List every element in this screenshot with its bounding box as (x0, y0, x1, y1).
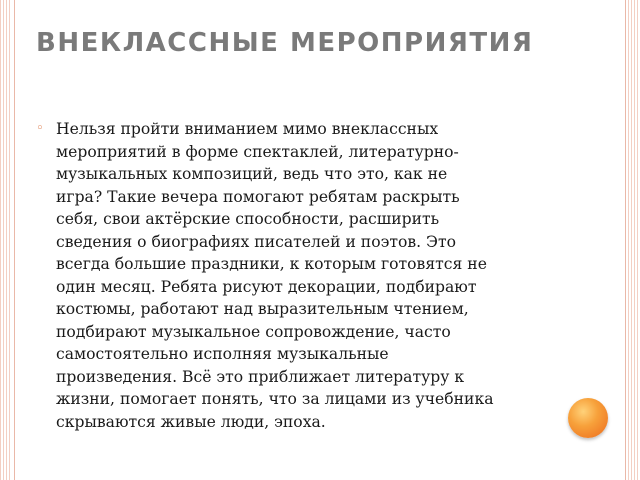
bullet-icon: ◦ (36, 121, 44, 136)
slide-title: ВНЕКЛАССНЫЕ МЕРОПРИЯТИЯ (36, 28, 534, 58)
right-decorative-stripes (628, 0, 640, 480)
orange-orb-icon (568, 398, 608, 438)
slide-body-text: Нельзя пройти вниманием мимо внеклассных мероприятий в форме спектаклей, литературно- музыкальных композиций, ведь что это, как не игра? Такие вечера помогают ребятам раскрыть себя, свои актёрские способности, расширить сведения о биографиях писателей и поэтов. Это всегда большие праздники, к которым готовятся не один месяц. Ребята рисуют декорации, подбирают костюмы, работают над выразительным чтением, подбирают музыкальное сопровождение, часто самостоятельно исполняя музыкальные произведения. Всё это приближает литературу к жизни, помогает понять, что за лицами из учебника скрываются живые люди, эпоха. (56, 120, 494, 431)
left-decorative-stripes (0, 0, 12, 480)
